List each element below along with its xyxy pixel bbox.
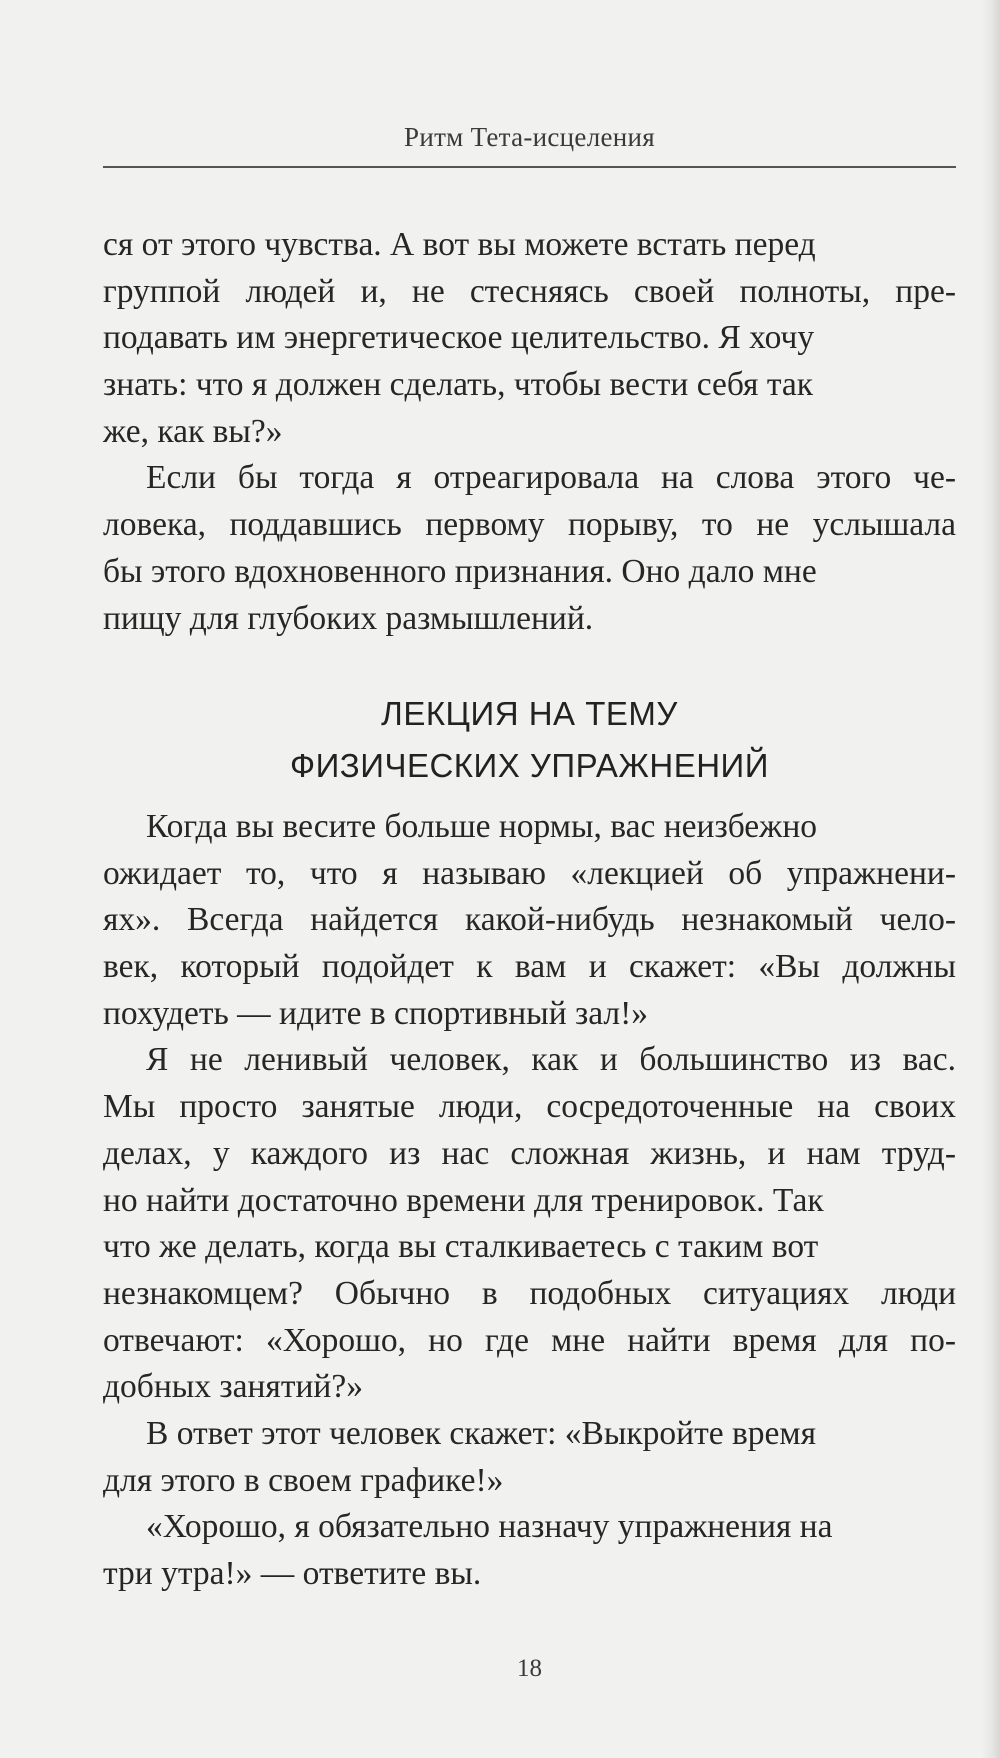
page-number: 18 [517, 1655, 542, 1682]
text-line: отвечают: «Хорошо, но где мне найти время для по- [103, 1321, 956, 1359]
text-line: добных занятий?» [103, 1368, 363, 1406]
text-line: В ответ этот человек скажет: «Выкройте время [146, 1414, 817, 1452]
header-rule [103, 166, 956, 168]
text-line: похудеть — идите в спортивный зал!» [103, 994, 649, 1032]
text-block-2 [103, 804, 956, 1598]
text-line: Мы просто занятые люди, сосредоточенные на своих [103, 1088, 956, 1126]
text-line: три утра!» — ответите вы. [103, 1555, 482, 1592]
section-heading-line-2: ФИЗИЧЕСКИХ УПРАЖНЕНИЙ [290, 747, 769, 784]
page-edge-shadow [982, 0, 1000, 1758]
section-heading-line-1: ЛЕКЦИЯ НА ТЕМУ [381, 695, 678, 732]
text-line: ся от этого чувства. А вот вы можете встать перед [103, 226, 816, 263]
text-line: незнакомцем? Обычно в подобных ситуациях люди [103, 1274, 956, 1312]
text-line: ях». Всегда найдется какой-нибудь незнакомый чело- [103, 901, 956, 939]
text-line: подавать им энергетическое целительство. Я хочу [103, 319, 815, 357]
text-line: для этого в своем графике!» [103, 1461, 504, 1499]
text-line: делах, у каждого из нас сложная жизнь, и нам труд- [103, 1134, 956, 1172]
text-line: бы этого вдохновенного признания. Оно дало мне [103, 552, 817, 590]
section-heading [103, 688, 956, 792]
text-line: же, как вы?» [103, 412, 283, 450]
text-block-1 [103, 222, 956, 642]
text-line: Я не ленивый человек, как и большинство из вас. [146, 1041, 956, 1079]
text-line: пищу для глубоких размышлений. [103, 599, 594, 637]
text-line: но найти достаточно времени для тренировок. Так [103, 1181, 824, 1219]
text-line: Когда вы весите больше нормы, вас неизбежно [146, 808, 817, 845]
text-line: что же делать, когда вы сталкиваетесь с таким вот [103, 1228, 819, 1266]
text-line: Если бы тогда я отреагировала на слова этого че- [146, 459, 956, 497]
text-line: век, который подойдет к вам и скажет: «Вы должны [103, 948, 956, 986]
text-line: ловека, поддавшись первому порыву, то не услышала [103, 506, 956, 544]
text-line: ожидает то, что я называю «лекцией об упражнени- [103, 854, 956, 892]
text-line: «Хорошо, я обязательно назначу упражнения на [146, 1508, 833, 1546]
text-line: знать: что я должен сделать, чтобы вести себя так [103, 366, 814, 404]
running-head: Ритм Тета-исцеления [404, 122, 655, 152]
text-line: группой людей и, не стесняясь своей полноты, пре- [103, 272, 956, 310]
